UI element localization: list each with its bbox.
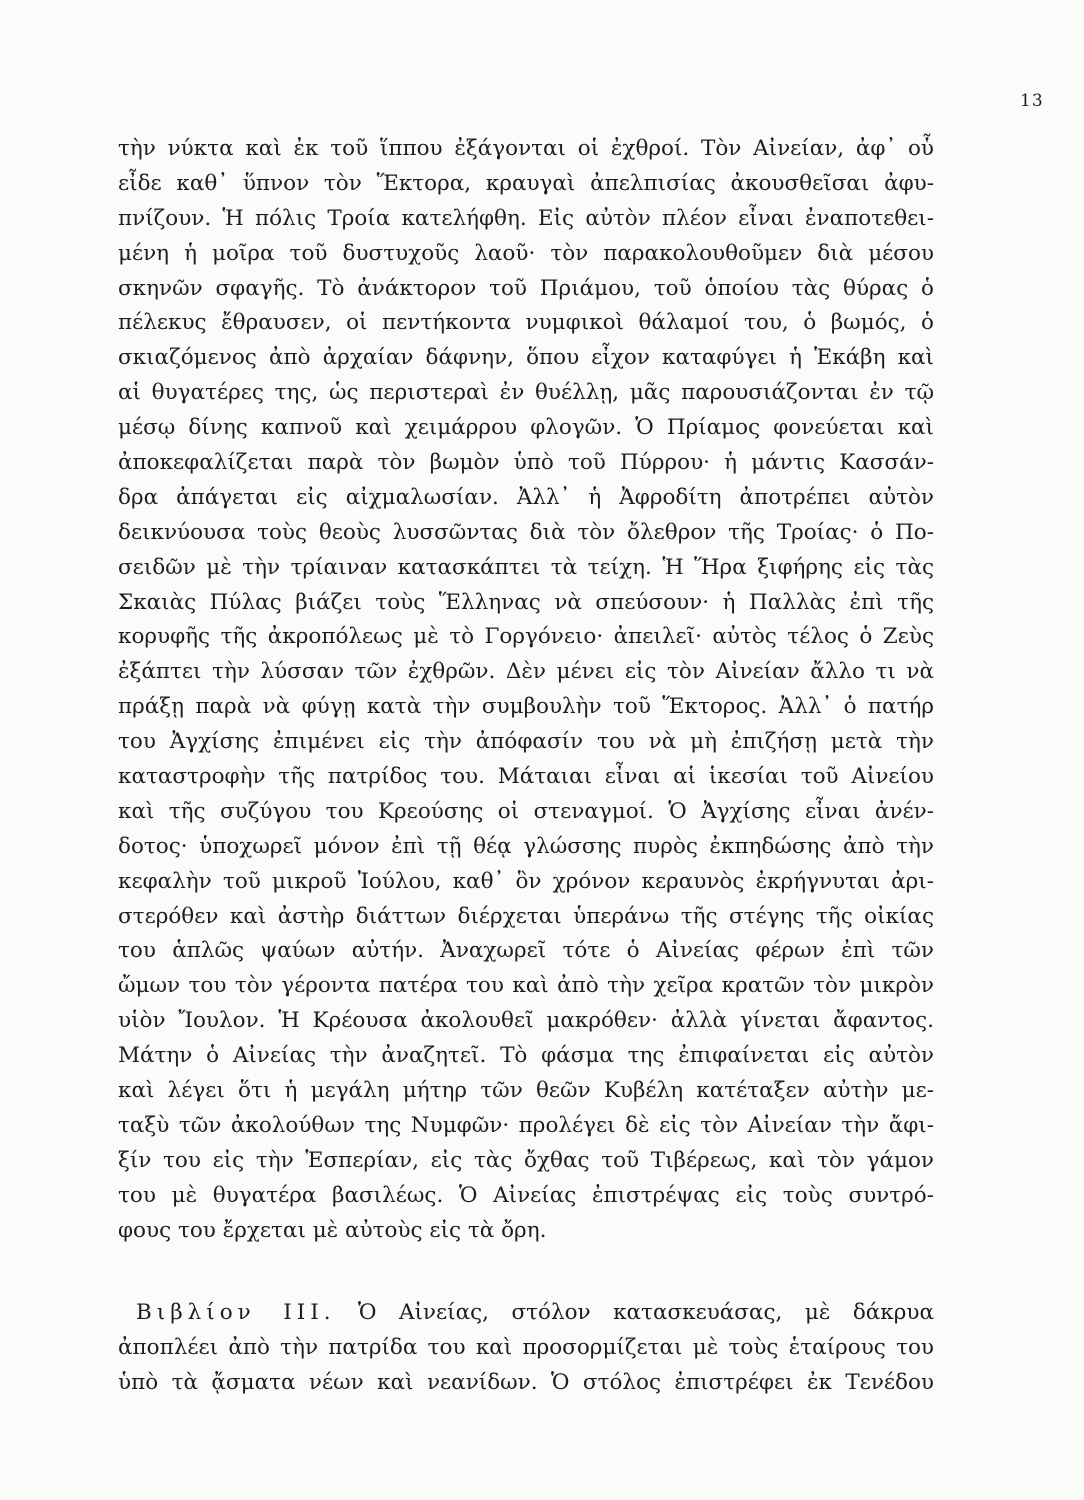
paragraph-2 [118, 1296, 934, 1401]
text-line: κορυφῆς τῆς ἀκροπόλεως μὲ τὸ Γοργόνειο· ἀπειλεῖ· αὐτὸς τέλος ὁ Ζεὺς [118, 624, 934, 650]
text-line: καὶ τῆς συζύγου του Κρεούσης οἱ στεναγμοί. Ὁ Ἀγχίσης εἶναι ἀνέν- [118, 798, 934, 824]
text-line: αἱ θυγατέρες της, ὡς περιστεραὶ ἐν θυέλλῃ, μᾶς παρουσιάζονται ἐν τῷ [118, 380, 934, 406]
text-line: ἀποκεφαλίζεται παρὰ τὸν βωμὸν ὑπὸ τοῦ Πύρρου· ἡ μάντις Κασσάν- [118, 450, 934, 476]
text-line: τὴν νύκτα καὶ ἐκ τοῦ ἵππου ἐξάγονται οἱ ἐχθροί. Τὸν Αἰνείαν, ἀφ᾽ οὗ [118, 136, 934, 161]
text-line: δοτος· ὑποχωρεῖ μόνον ἐπὶ τῇ θέᾳ γλώσσης πυρὸς ἐκπηδώσης ἀπὸ τὴν [118, 833, 934, 859]
text-line: ἐξάπτει τὴν λύσσαν τῶν ἐχθρῶν. Δὲν μένει εἰς τὸν Αἰνείαν ἄλλο τι νὰ [118, 659, 934, 685]
text-line: ταξὺ τῶν ἀκολούθων της Νυμφῶν· προλέγει δὲ εἰς τὸν Αἰνείαν τὴν ἄφι- [118, 1112, 934, 1138]
text-line: σειδῶν μὲ τὴν τρίαιναν κατασκάπτει τὰ τείχη. Ἡ Ἥρα ξιφήρης εἰς τὰς [118, 554, 934, 580]
text-line: του ἁπλῶς ψαύων αὐτήν. Ἀναχωρεῖ τότε ὁ Αἰνείας φέρων ἐπὶ τῶν [118, 938, 934, 964]
text-line: στερόθεν καὶ ἀστὴρ διάττων διέρχεται ὑπεράνω τῆς στέγης τῆς οἰκίας [118, 903, 934, 929]
text-line: Μάτην ὁ Αἰνείας τὴν ἀναζητεῖ. Τὸ φάσμα της ἐπιφαίνεται εἰς αὐτὸν [118, 1043, 934, 1069]
text-line: σκιαζόμενος ἀπὸ ἀρχαίαν δάφνην, ὅπου εἶχον καταφύγει ἡ Ἑκάβη καὶ [118, 345, 934, 371]
text-line: ὑπὸ τὰ ᾄσματα νέων καὶ νεανίδων. Ὁ στόλος ἐπιστρέφει ἐκ Τενέδου [118, 1369, 934, 1395]
text-line: πνίζουν. Ἡ πόλις Τροία κατελήφθη. Εἰς αὐτὸν πλέον εἶναι ἐναποτεθει- [118, 205, 934, 231]
text-line: κεφαλὴν τοῦ μικροῦ Ἰούλου, καθ᾽ ὃν χρόνον κεραυνὸς ἐκρήγνυται ἀρι- [118, 868, 934, 894]
book-heading: Βιβλίον III. [136, 1300, 336, 1325]
text-line: δρα ἀπάγεται εἰς αἰχμαλωσίαν. Ἀλλ᾽ ἡ Ἀφροδίτη ἀποτρέπει αὐτὸν [118, 484, 934, 510]
paragraph-1 [118, 132, 934, 1249]
text-line: καταστροφὴν τῆς πατρίδος του. Μάταιαι εἶναι αἱ ἱκεσίαι τοῦ Αἰνείου [118, 764, 934, 790]
text-line: υἱὸν Ἴουλον. Ἡ Κρέουσα ἀκολουθεῖ μακρόθεν· ἀλλὰ γίνεται ἄφαντος. [118, 1008, 934, 1034]
heading-line-rest: Ὁ Αἰνείας, στόλον κατασκευάσας, μὲ δάκρυα [358, 1300, 934, 1325]
text-line: ὤμων του τὸν γέροντα πατέρα του καὶ ἀπὸ τὴν χεῖρα κρατῶν τὸν μικρὸν [118, 973, 934, 999]
text-line: μένη ἡ μοῖρα τοῦ δυστυχοῦς λαοῦ· τὸν παρακολουθοῦμεν διὰ μέσου [118, 240, 934, 266]
text-line: ἀποπλέει ἀπὸ τὴν πατρίδα του καὶ προσορμίζεται μὲ τοὺς ἑταίρους του [118, 1334, 934, 1360]
text-line: δεικνύουσα τοὺς θεοὺς λυσσῶντας διὰ τὸν ὄλεθρον τῆς Τροίας· ὁ Πο- [118, 519, 934, 545]
text-line: του μὲ θυγατέρα βασιλέως. Ὁ Αἰνείας ἐπιστρέψας εἰς τοὺς συντρό- [118, 1182, 934, 1208]
text-line: σκηνῶν σφαγῆς. Τὸ ἀνάκτορον τοῦ Πριάμου, τοῦ ὁποίου τὰς θύρας ὁ [118, 275, 934, 301]
text-line: φους του ἔρχεται μὲ αὐτοὺς εἰς τὰ ὄρη. [118, 1217, 547, 1243]
text-line-with-heading [118, 1296, 934, 1331]
text-line: του Ἀγχίσης ἐπιμένει εἰς τὴν ἀπόφασίν του νὰ μὴ ἐπιζήσῃ μετὰ τὴν [118, 729, 934, 755]
text-line: καὶ λέγει ὅτι ἡ μεγάλη μήτηρ τῶν θεῶν Κυβέλη κατέταξεν αὐτὴν με- [118, 1078, 934, 1104]
text-line: Σκαιὰς Πύλας βιάζει τοὺς Ἕλληνας νὰ σπεύσουν· ἡ Παλλὰς ἐπὶ τῆς [118, 589, 934, 615]
text-line: πράξῃ παρὰ νὰ φύγῃ κατὰ τὴν συμβουλὴν τοῦ Ἕκτορος. Ἀλλ᾽ ὁ πατήρ [118, 694, 934, 720]
text-line: πέλεκυς ἔθραυσεν, οἱ πεντήκοντα νυμφικοὶ θάλαμοί του, ὁ βωμός, ὁ [118, 310, 934, 336]
page-number: 13 [1020, 91, 1044, 111]
text-line: εἶδε καθ᾽ ὕπνον τὸν Ἕκτορα, κραυγαὶ ἀπελπισίας ἀκουσθεῖσαι ἀφυ- [118, 170, 934, 196]
text-line: ξίν του εἰς τὴν Ἑσπερίαν, εἰς τὰς ὄχθας τοῦ Τιβέρεως, καὶ τὸν γάμον [118, 1147, 934, 1173]
text-line: μέσῳ δίνης καπνοῦ καὶ χειμάρρου φλογῶν. Ὁ Πρίαμος φονεύεται καὶ [118, 415, 934, 441]
